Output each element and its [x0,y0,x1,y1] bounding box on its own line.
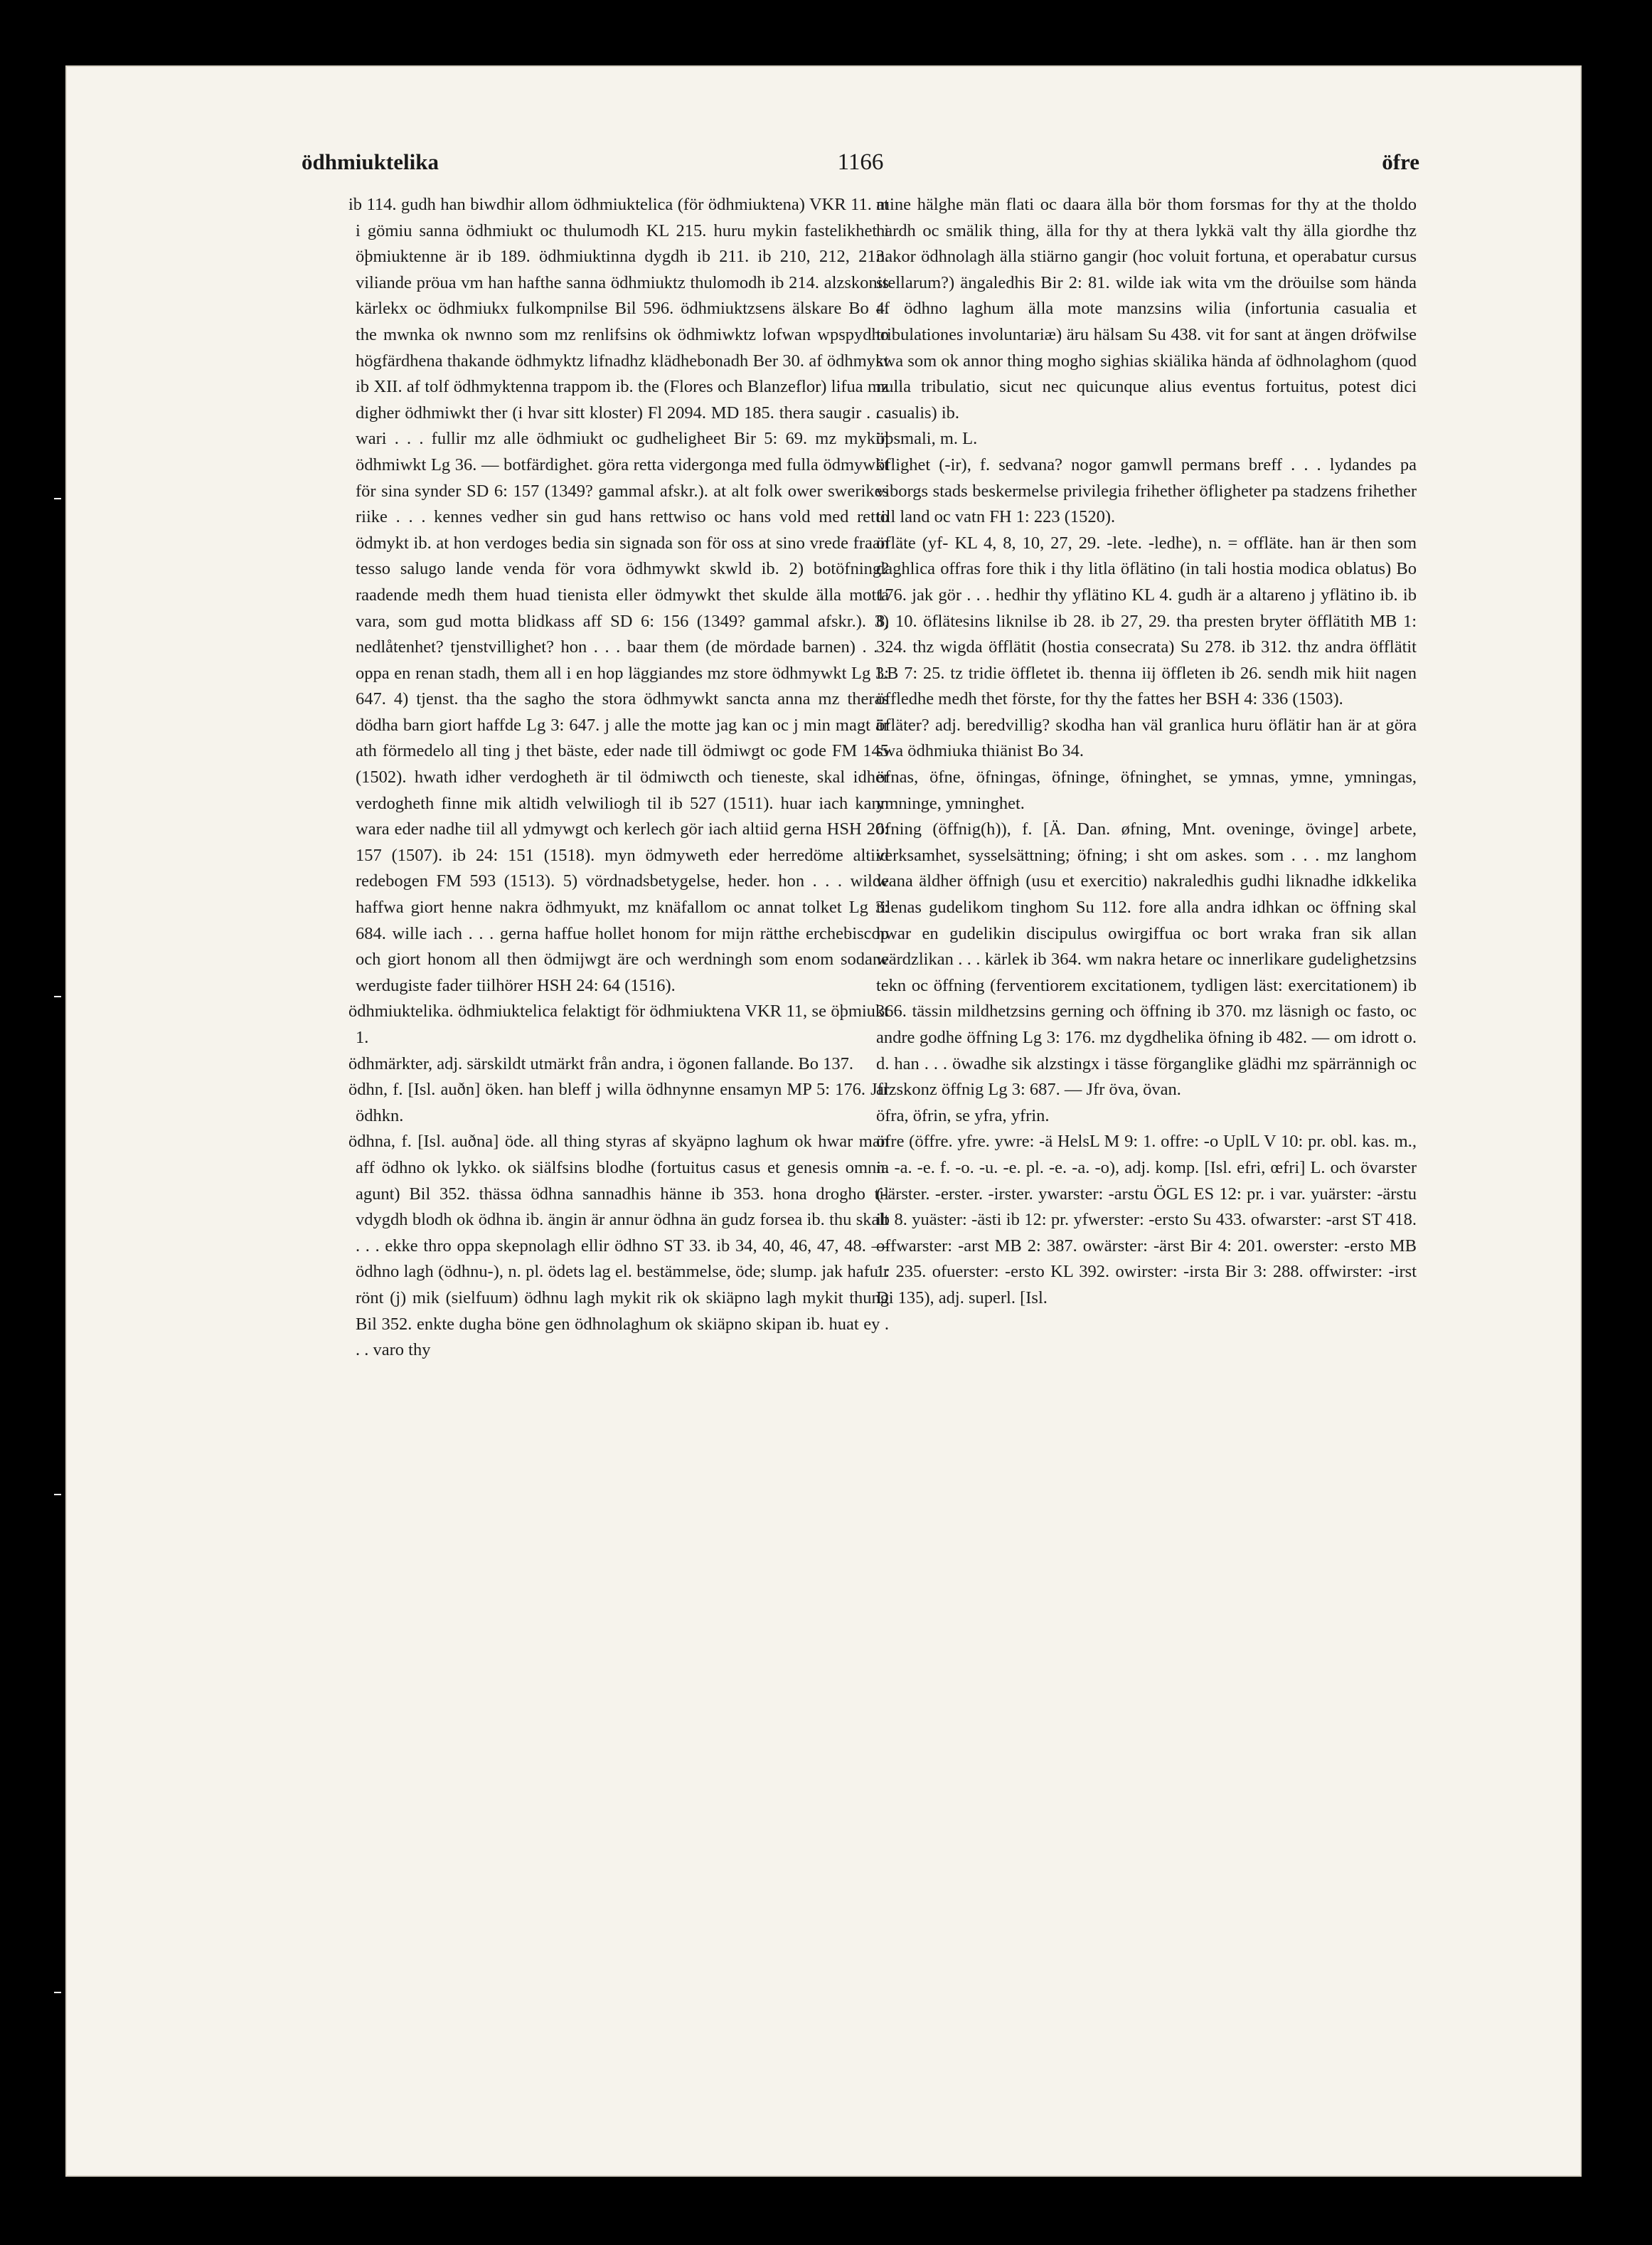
entry-öfning: öfning (öffnig(h)), f. [Ä. Dan. øfning, Mnt. oveninge, övinge] arbete, verksamhet, sysselsättning; öfning; i sht om askes. som . . . mz langhom wana äldher öffnigh (usu et exercitio) nakraledhis gudhi liknadhe idkkelika tilenas gudelikom tinghom Su 112. fore alla andra idhkan oc öffning skal hwar en gudelikin discipulus owirgiffua oc bort wraka fran sik allan wärdzlikan . . . kärlek ib 364. wm nakra hetare oc innerlikare gudelighetzsins tekn oc öffning (ferventiorem excitationem, tydligen läst: exercitationem) ib 366. tässin mildhetzsins gerning och öffning ib 370. mz läsnigh oc fasto, oc andre godhe öffning Lg 3: 176. mz dygdhelika öfning ib 482. — om idrott o. d. han . . . öwadhe sik alzstingx i tässe förganglike glädhi mz spärrännigh oc alzskonz öffnig Lg 3: 687. — Jfr öva, övan. [876,819,1417,1100]
entry-öfre: öfre (öffre. yfre. ywre: -ä HelsL M 9: 1. offre: -o UplL V 10: pr. obl. kas. m., n. -a. -e. f. -o. -u. -e. pl. -e. -a. -o), adj. komp. [Isl. efri, œfri] L. och övarster (-ärster. -erster. -irster. ywarster: -arstu ÖGL ES 12: pr. i var. yuärster: -ärstu ib 8. yuäster: -ästi ib 12: pr. yfwerster: -ersto Su 433. ofwarster: -arst ST 418. offwarster: -arst MB 2: 387. owärster: -ärst Bir 4: 201. owerster: -ersto MB 1: 235. ofuerster: -ersto KL 392. owirster: -irsta Bir 3: 288. offwirster: -irst Di 135), adj. superl. [Isl. [876,1132,1417,1307]
left-column [348,192,889,1364]
page-number: 1166 [837,149,884,175]
entry-continuation-ödhmiukt: ib 114. gudh han biwdhir allom ödhmiuktelica (för ödhmiuktena) VKR 11. at i gömiu sanna ödhmiukt oc thulumodh KL 215. huru mykin fastelikhet i öþmiuktenne är ib 189. ödhmiuktinna dygdh ib 211. ib 210, 212, 213. viliande pröua vm han hafthe sanna ödhmiuktz thulomodh ib 214. alzskonis kärlekx oc ödhmiukx fulkompnilse Bil 596. ödhmiuktzsens älskare Bo 4. the mwnka ok nwnno som mz renlifsins ok ödhmiwktz lofwan wpspydho högfärdhena thakande ödhmyktz lifnadhz klädhebonadh Ber 30. af ödhmykt ib XII. af tolf ödhmyktenna trappom ib. the (Flores och Blanzeflor) lifua mz digher ödhmiwkt ther (i hvar sitt kloster) Fl 2094. MD 185. thera saugir . . . wari . . . fullir mz alle ödhmiukt oc gudheligheet Bir 5: 69. mz mykin ödhmiwkt Lg 36. — botfärdighet. göra retta vidergonga med fulla ödmywkt för sina synder SD 6: 157 (1349? gammal afskr.). at alt folk ower swerikes riike . . . kennes vedher sin gud hans rettwiso oc hans vold med retto ödmykt ib. at hon verdoges bedia sin signada son för oss at sino vrede fraan tesso salugo lande venda för vora ödhmywkt skwld ib. 2) botöfning? raadende medh them huad tienista eller ödmywkt thet skulde älla motta vara, som gud motta blidkass aff SD 6: 156 (1349? gammal afskr.). 3) nedlåtenhet? tjenstvillighet? hon . . . baar them (de mördade barnen) . . . oppa en renan stadh, them all i en hop läggiandes mz store ödhmywkt Lg 3: 647. 4) tjenst. tha the sagho the stora ödhmywkt sancta anna mz theras dödha barn giort haffde Lg 3: 647. j alle the motte jag kan oc j min magt är ath förmedelo all ting j thet bäste, eder nade till ödmiwgt oc gode FM 145 (1502). hwath idher verdogheth är til ödmiwcth och tieneste, skal idher verdogheth finne mik altidh velwiliogh til ib 527 (1511). huar iach kann wara eder nadhe tiil all ydmywgt och kerlech gör iach altiid gerna HSH 20: 157 (1507). ib 24: 151 (1518). myn ödmyweth eder herredöme altiid redebogen FM 593 (1513). 5) vördnadsbetygelse, heder. hon . . . wilde haffwa giort henne nakra ödhmyukt, mz knäfallom oc annat tolket Lg 3: 684. wille iach . . . gerna haffue hollet honom for mijn rätthe erchebiscop och giort honom all then ödmijwgt äre och werdningh som enom sodane werdugiste fader tiilhörer HSH 24: 64 (1516). [348,195,889,995]
right-column [876,192,1417,1312]
entry-ödhn: ödhn, f. [Isl. auðn] öken. han bleff j willa ödhnynne ensamyn MP 5: 176. Jfr ödhkn. [348,1080,889,1125]
entry-öþsmali: öþsmali, m. L. [876,429,978,449]
running-header [302,149,1419,185]
entry-ödhna: ödhna, f. [Isl. auðna] öde. all thing styras af skyäpno laghum ok hwar man aff ödhno ok lykko. ok siälfsins blodhe (fortuitus casus et genesis omnia agunt) Bil 352. thässa ödhna sannadhis hänne ib 353. hona drogho til vdygdh blodh ok ödhna ib. ängin är annur ödhna än gudz forsea ib. thu skalt . . . ekke thro oppa skepnolagh ellir ödhno ST 33. ib 34, 40, 46, 47, 48. — ödhno lagh (ödhnu-), n. pl. ödets lag el. bestämmelse, öde; slump. jak hafuir rönt (j) mik (sielfuum) ödhnu lagh mykit rik ok skiäpno lagh mykit thung Bil 352. enkte dugha böne gen ödhnolaghum ok skiäpno skipan ib. huat ey . . . varo thy [348,1132,889,1360]
entry-öfnas: öfnas, öfne, öfningas, öfninge, öfninghet, se ymnas, ymne, ymningas, ymninge, ymninghet. [876,768,1417,813]
entry-öfläte: öfläte (yf- KL 4, 8, 10, 27, 29. -lete. -ledhe), n. = offläte. han är then som daghlica offras fore thik i thy litla öflätino (in tali hostia modica oblatus) Bo 176. jak gör . . . hedhir thy yflätino KL 4. gudh är a altareno j yflätino ib. ib 8, 10. öflätesins liknilse ib 28. ib 27, 29. tha presten bryter öfflätith MB 1: 324. thz wigda öfflätit (hostia consecrata) Su 278. ib 312. thz andra öfflätit LB 7: 25. tz tridie öffletet ib. thenna iij öffleten ib 26. sendh mik hiit nagen öffledhe medh thet förste, for thy the fattes her BSH 4: 336 (1503). [876,533,1417,709]
entry-öfläter: öfläter? adj. beredvillig? skodha han väl granlica huru öflätir han är at göra swa ödhmiuka thiänist Bo 34. [876,715,1417,761]
entry-ödhmiuktelika: ödhmiuktelika. ödhmiuktelica felaktigt för ödhmiuktena VKR 11, se öþmiukt 1. [348,1002,889,1047]
entry-continuation-ödhna: mine hälghe män flati oc daara älla bör thom forsmas for thy at the tholdo hardh oc smälik thing, älla for thy at thera lykkä valt thy älla giordhe thz nakor ödhnolagh älla stiärno gangir (hoc voluit fortuna, et operabatur cursus stellarum?) ängaledhis Bir 2: 81. wilde iak wita vm the dröuilse som hända af ödhno laghum älla mote manzsins wilia (infortunia casualia et tribulationes involuntariæ) äru hälsam Su 438. vit for sant at ängen dröfwilse swa som ok annor thing mogho sighias skiälika hända af ödhnolaghom (quod nulla tribulatio, sicut nec quicunque alius eventus fortuitus, potest dici casualis) ib. [876,195,1417,423]
scan-border [0,0,65,2245]
header-catchword-left: ödhmiuktelika [302,149,439,174]
header-catchword-right: öfre [1382,149,1419,174]
entry-öflighet: öflighet (-ir), f. sedvana? nogor gamwll permans breff . . . lydandes pa viborgs stads beskermelse privilegia frihether öfligheter pa stadzens frihether till land oc vatn FH 1: 223 (1520). [876,455,1417,527]
entry-ödhmärkter: ödhmärkter, adj. särskildt utmärkt från andra, i ögonen fallande. Bo 137. [348,1053,853,1073]
entry-öfra: öfra, öfrin, se yfra, yfrin. [876,1105,1050,1125]
